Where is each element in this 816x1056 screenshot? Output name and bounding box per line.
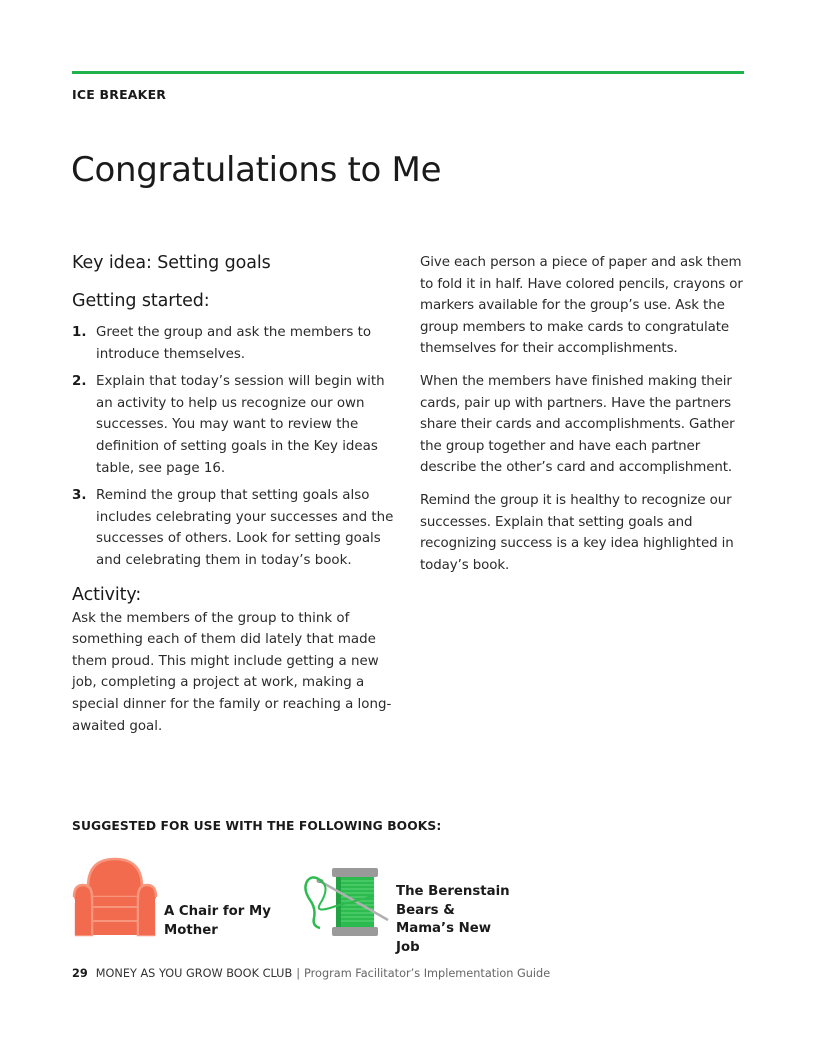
book-item: [72, 857, 292, 942]
book-item: [300, 866, 520, 955]
steps-list: [72, 322, 397, 572]
step-text: Remind the group that setting goals also includes celebrating your successes and the successes of others. Look for setting goals and celebrating them in today’s book.: [96, 488, 394, 568]
activity-heading: Activity:: [72, 584, 142, 605]
left-column: [72, 253, 397, 737]
suggested-books-heading: SUGGESTED FOR USE WITH THE FOLLOWING BOOKS:: [72, 819, 442, 833]
step-number: 3.: [72, 488, 87, 504]
armchair-icon: [72, 857, 158, 937]
step-text: Greet the group and ask the members to introduce themselves.: [96, 325, 372, 362]
activity-paragraph: Ask the members of the group to think of something each of them did lately that made them proud. This might include getting a new job, completing a project at work, making a special dinner for the family or reaching a long-awaited goal.: [72, 610, 392, 734]
paragraph: Remind the group it is healthy to recognize our successes. Explain that setting goals and recognizing success is a key idea highlighted in today’s book.: [420, 492, 734, 573]
key-idea-heading: Key idea: Setting goals: [72, 253, 271, 273]
paragraph: Give each person a piece of paper and ask them to fold it in half. Have colored pencils, crayons or markers available for the group’s use. Ask the group members to make cards to congratulate themselves for their accomplishments.: [420, 255, 743, 357]
footer-separator: |: [296, 967, 301, 980]
list-item: [72, 371, 397, 479]
section-eyebrow: ICE BREAKER: [72, 87, 167, 102]
page-footer: [72, 967, 550, 980]
paragraph: When the members have finished making their cards, pair up with partners. Have the partners share their cards and accomplishments. Gather the group together and have each partner describe the other’s card and accomplishment.: [420, 373, 735, 476]
page-number: 29: [72, 967, 88, 980]
top-rule: [72, 71, 744, 74]
book-title: The Berenstain Bears & Mama’s New Job: [396, 884, 510, 955]
step-number: 2.: [72, 374, 87, 390]
page-title: Congratulations to Me: [71, 150, 442, 190]
getting-started-heading: Getting started:: [72, 291, 210, 311]
right-column: [420, 252, 750, 587]
step-text: Explain that today’s session will begin with an activity to help us recognize our own successes. You may want to review the definition of setting goals in the Key ideas table, see page 16.: [96, 374, 385, 476]
step-number: 1.: [72, 325, 87, 340]
publication-name: MONEY AS YOU GROW BOOK CLUB: [95, 967, 293, 980]
list-item: [72, 322, 397, 365]
list-item: [72, 485, 397, 571]
book-title: A Chair for My Mother: [164, 904, 271, 938]
guide-name: Program Facilitator’s Implementation Guide: [304, 967, 551, 980]
thread-spool-icon: [300, 866, 392, 938]
